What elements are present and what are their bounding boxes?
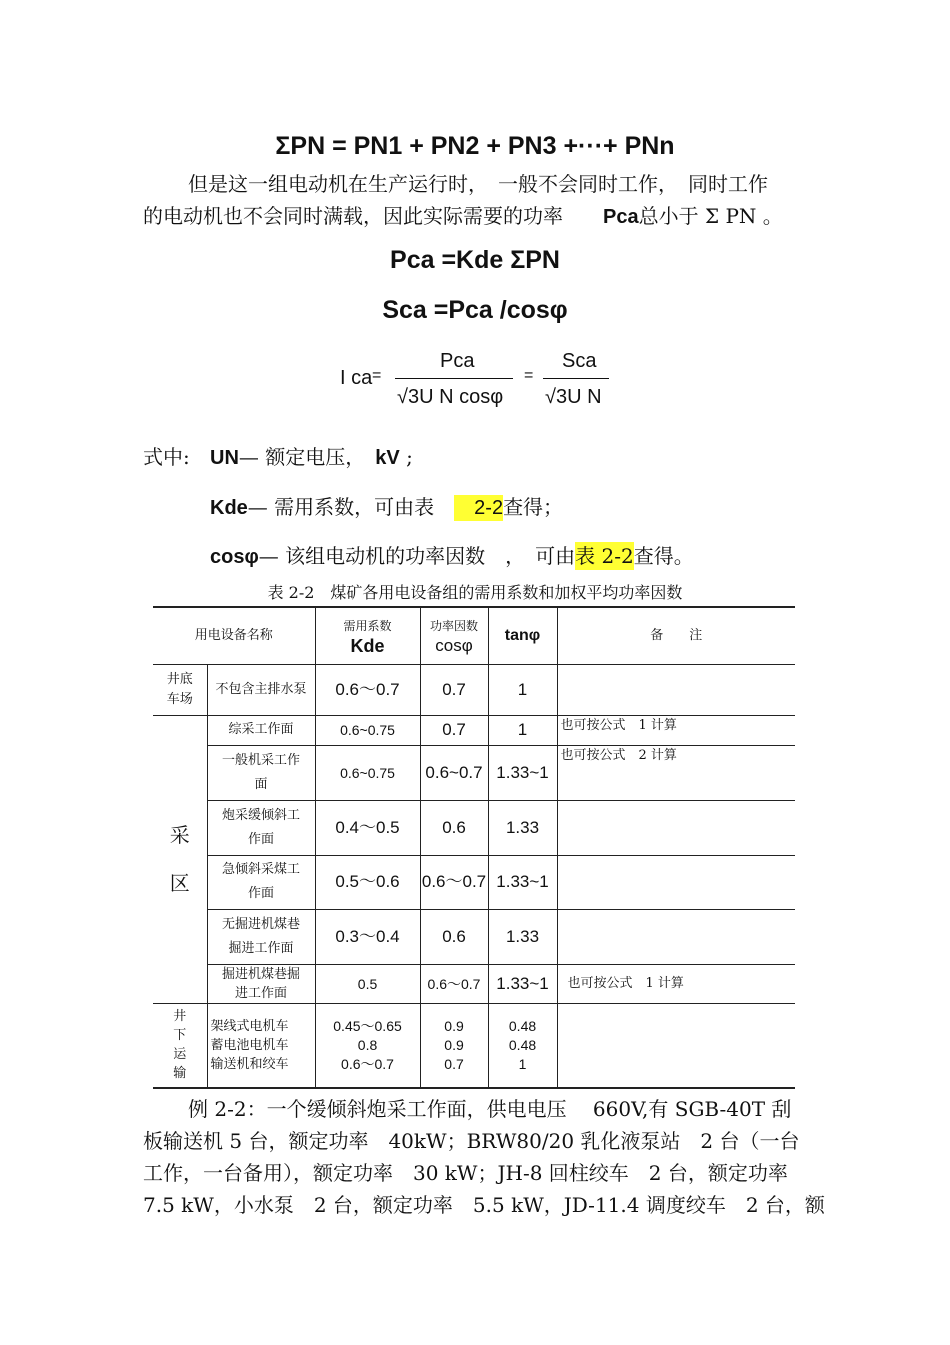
- row-kde: 0.4～0.5: [315, 800, 420, 855]
- row-name: 一般机采工作 面: [207, 745, 315, 800]
- row-tan: 1: [488, 715, 557, 745]
- table-row: [153, 1003, 795, 1088]
- intro-line-2-end: 总小于 Σ PN 。: [638, 204, 783, 228]
- row-kde: 0.6~0.75: [315, 745, 420, 800]
- row-note: [557, 1003, 795, 1088]
- header-equipment-name: 用电设备名称: [153, 607, 315, 664]
- un-unit: kV: [375, 447, 400, 469]
- row-cos: 0.6～0.7: [420, 855, 488, 909]
- table-header-row: [153, 607, 795, 664]
- ica-lhs: I ca: [340, 367, 373, 389]
- row-name: 炮采缓倾斜工 作面: [207, 800, 315, 855]
- intro-line-1: 但是这一组电动机在生产运行时， 一般不会同时工作， 同时工作: [188, 172, 768, 196]
- row-kde: 0.5～0.6: [315, 855, 420, 909]
- un-symbol: UN: [210, 447, 239, 469]
- header-cos: [420, 607, 488, 664]
- row-note: [557, 909, 795, 964]
- pca-symbol: Pca: [603, 206, 639, 228]
- header-kde: [315, 607, 420, 664]
- sum-power-equation: ΣPN = PN1 + PN2 + PN3 +···+ PNn: [275, 132, 675, 160]
- row-name: 综采工作面: [207, 715, 315, 745]
- header-kde-label: 需用系数: [343, 618, 392, 633]
- def-cos: [210, 540, 694, 573]
- un-text: — 额定电压，: [238, 445, 376, 469]
- row-kde: 0.3～0.4: [315, 909, 420, 964]
- row-tan: 1: [488, 664, 557, 715]
- fraction-bar-2: [543, 378, 609, 379]
- row-note: 也可按公式 2 计算: [557, 745, 795, 800]
- group-underground-transport: 井 下 运 输: [153, 1003, 207, 1088]
- row-name: 掘进机煤巷掘 进工作面: [207, 964, 315, 1003]
- fraction-denominator-2: √3U N: [545, 386, 602, 408]
- row-note: 也可按公式 1 计算: [557, 964, 795, 1003]
- row-cos: 0.6: [420, 800, 488, 855]
- fraction-denominator-1: √3U N cosφ: [397, 386, 504, 408]
- cos-end: 查得。: [633, 544, 694, 568]
- cos-symbol: cosφ: [210, 546, 259, 568]
- row-kde: 0.5: [315, 964, 420, 1003]
- def-un: [210, 441, 413, 474]
- row-cos: 0.6~0.7: [420, 745, 488, 800]
- example-line-3: 工作，一台备用），额定功率 30 kW；JH-8 回柱绞车 2 台，额定功率: [143, 1161, 788, 1185]
- row-cos: 0.6: [420, 909, 488, 964]
- sca-equation: Sca =Pca /cosφ: [382, 296, 568, 324]
- example-line-1: 例 2-2：一个缓倾斜炮采工作面，供电电压 660V,有 SGB-40T 刮: [188, 1097, 792, 1121]
- row-kde: 0.45～0.65 0.8 0.6～0.7: [315, 1003, 420, 1088]
- row-name: 架线式电机车 蓄电池电机车 输送机和绞车: [207, 1003, 315, 1088]
- equals-sign-2: =: [524, 367, 534, 384]
- intro-line-2: [143, 200, 783, 233]
- example-line-2: 板输送机 5 台，额定功率 40kW；BRW80/20 乳化液泵站 2 台（一台: [143, 1129, 800, 1153]
- cos-table-ref: 表 2-2: [575, 544, 634, 568]
- cos-text: — 该组电动机的功率因数 ， 可由: [258, 544, 576, 568]
- header-tan: tanφ: [488, 607, 557, 664]
- table-row: [153, 715, 795, 745]
- row-tan: 0.48 0.48 1: [488, 1003, 557, 1088]
- row-kde: 0.6~0.75: [315, 715, 420, 745]
- kde-end: 查得；: [503, 495, 564, 519]
- row-kde: 0.6～0.7: [315, 664, 420, 715]
- row-tan: 1.33~1: [488, 745, 557, 800]
- row-name: 无掘进机煤巷 掘进工作面: [207, 909, 315, 964]
- row-cos: 0.7: [420, 664, 488, 715]
- group-shaft-bottom: 井底 车场: [153, 664, 207, 715]
- row-tan: 1.33~1: [488, 964, 557, 1003]
- row-note: [557, 855, 795, 909]
- row-name: 不包含主排水泵: [207, 664, 315, 715]
- header-cos-symbol: cosφ: [435, 635, 473, 655]
- kde-table-ref: 2-2: [454, 497, 504, 519]
- def-kde: [210, 491, 563, 524]
- fraction-numerator-1: Pca: [440, 350, 475, 372]
- table-row: [153, 800, 795, 855]
- group-mining-area: 采 区: [153, 715, 207, 1003]
- header-cos-label: 功率因数: [430, 618, 479, 633]
- row-note: 也可按公式 1 计算: [557, 715, 795, 745]
- table-row: [153, 664, 795, 715]
- un-end: ;: [399, 445, 413, 469]
- row-name: 急倾斜采煤工 作面: [207, 855, 315, 909]
- equals-sign-1: =: [372, 367, 382, 384]
- intro-line-2-text: 的电动机也不会同时满载，因此实际需要的功率: [143, 204, 603, 228]
- table-row: [153, 964, 795, 1003]
- row-tan: 1.33: [488, 909, 557, 964]
- demand-factor-table: [153, 606, 795, 1089]
- kde-symbol: Kde: [210, 497, 248, 519]
- pca-equation: Pca =Kde ΣPN: [390, 246, 560, 274]
- row-note: [557, 664, 795, 715]
- row-cos: 0.6～0.7: [420, 964, 488, 1003]
- table-caption: 表 2-2 煤矿各用电设备组的需用系数和加权平均功率因数: [267, 583, 683, 602]
- def-prefix: 式中:: [143, 445, 190, 469]
- header-note: 备 注: [557, 607, 795, 664]
- row-note: [557, 800, 795, 855]
- kde-text: — 需用系数，可由表: [247, 495, 455, 519]
- table-row: [153, 909, 795, 964]
- example-line-4: 7.5 kW，小水泵 2 台，额定功率 5.5 kW，JD-11.4 调度绞车 2 台，额: [143, 1193, 825, 1217]
- row-tan: 1.33: [488, 800, 557, 855]
- table-row: [153, 855, 795, 909]
- table-row: [153, 745, 795, 800]
- header-kde-symbol: Kde: [350, 635, 385, 656]
- row-cos: 0.7: [420, 715, 488, 745]
- row-tan: 1.33~1: [488, 855, 557, 909]
- fraction-numerator-2: Sca: [562, 350, 597, 372]
- row-cos: 0.9 0.9 0.7: [420, 1003, 488, 1088]
- fraction-bar-1: [395, 378, 513, 379]
